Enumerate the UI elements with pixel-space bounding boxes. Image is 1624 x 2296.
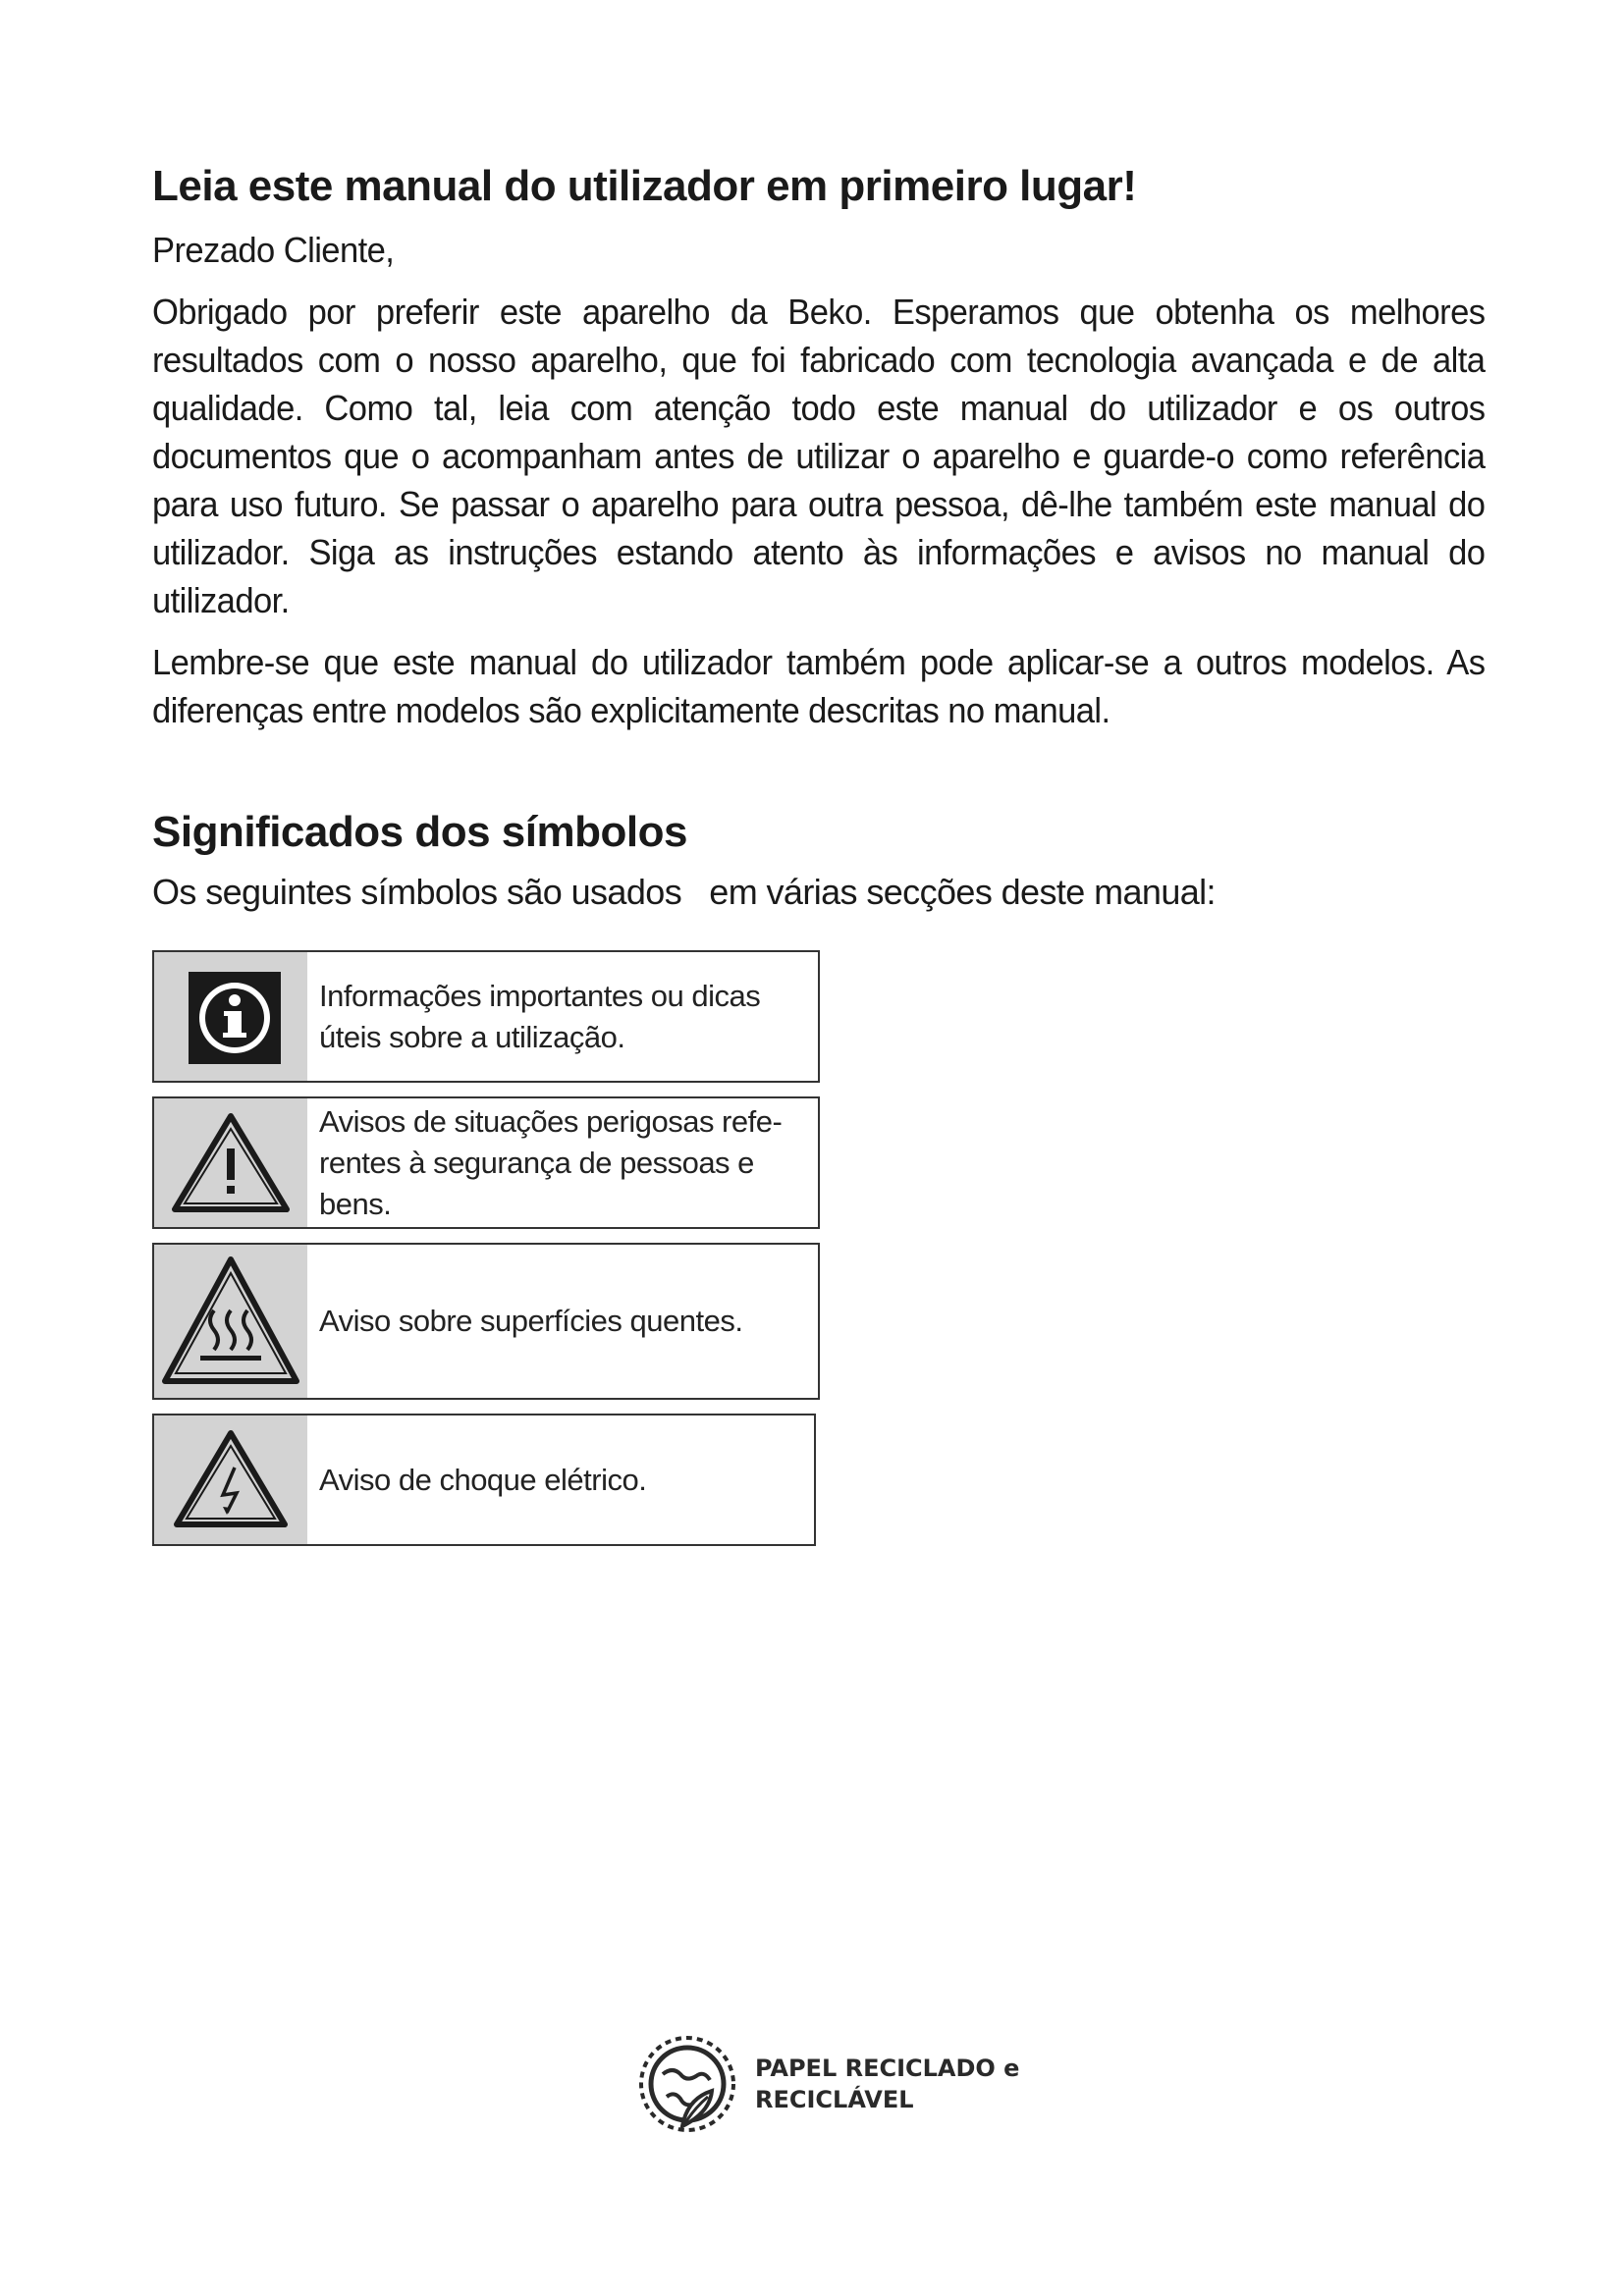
logo-line-1: PAPEL RECICLADO e	[755, 2055, 1020, 2082]
logo-line-2: RECICLÁVEL	[755, 2086, 914, 2113]
logo-caption	[755, 2053, 1019, 2115]
recycle-globe-icon	[633, 2030, 741, 2138]
symbol-text: Informações importantes ou dicas úteis sobre a utilização.	[319, 978, 761, 1054]
symbol-row-warning	[152, 1096, 820, 1229]
symbols-heading: Significados dos símbolos	[152, 808, 687, 856]
models-paragraph: Lembre-se que este manual do utilizador também pode aplicar-se a outros modelos. As diferenças entre modelos são explicitamente descritas no manual.	[152, 642, 1486, 730]
symbol-text: Avisos de situações perigosas refe-rentes à segurança de pessoas e bens.	[319, 1103, 783, 1221]
symbols-table	[152, 950, 820, 1560]
symbol-text: Aviso de choque elétrico.	[319, 1462, 647, 1497]
symbol-row-electric-shock	[152, 1414, 816, 1546]
symbol-row-hot-surface	[152, 1243, 820, 1400]
greeting: Prezado Cliente,	[152, 230, 395, 270]
electric-shock-icon	[154, 1415, 307, 1544]
warning-icon	[154, 1098, 307, 1227]
info-icon	[154, 952, 307, 1081]
recycled-paper-logo	[633, 2030, 1019, 2138]
symbol-row-info	[152, 950, 820, 1083]
symbols-intro: Os seguintes símbolos são usados em várias secções deste manual:	[152, 872, 1216, 912]
manual-page	[152, 157, 1488, 938]
page-title: Leia este manual do utilizador em primeiro lugar!	[152, 162, 1137, 210]
symbol-text: Aviso sobre superfícies quentes.	[319, 1304, 743, 1338]
hot-surface-icon	[154, 1245, 307, 1398]
intro-paragraph: Obrigado por preferir este aparelho da Beko. Esperamos que obtenha os melhores resultados com o nosso aparelho, que foi fabricado com tecnologia avançada e de alta qualidade. Como tal, leia com atenção todo este manual do utilizador e os outros documentos que o acompanham antes de utilizar o aparelho e guarde-o como referência para uso futuro. Se passar o aparelho para outra pessoa, dê-lhe também este manual do utilizador. Siga as instruções estando atento às informações e avisos no manual do utilizador.	[152, 292, 1486, 620]
